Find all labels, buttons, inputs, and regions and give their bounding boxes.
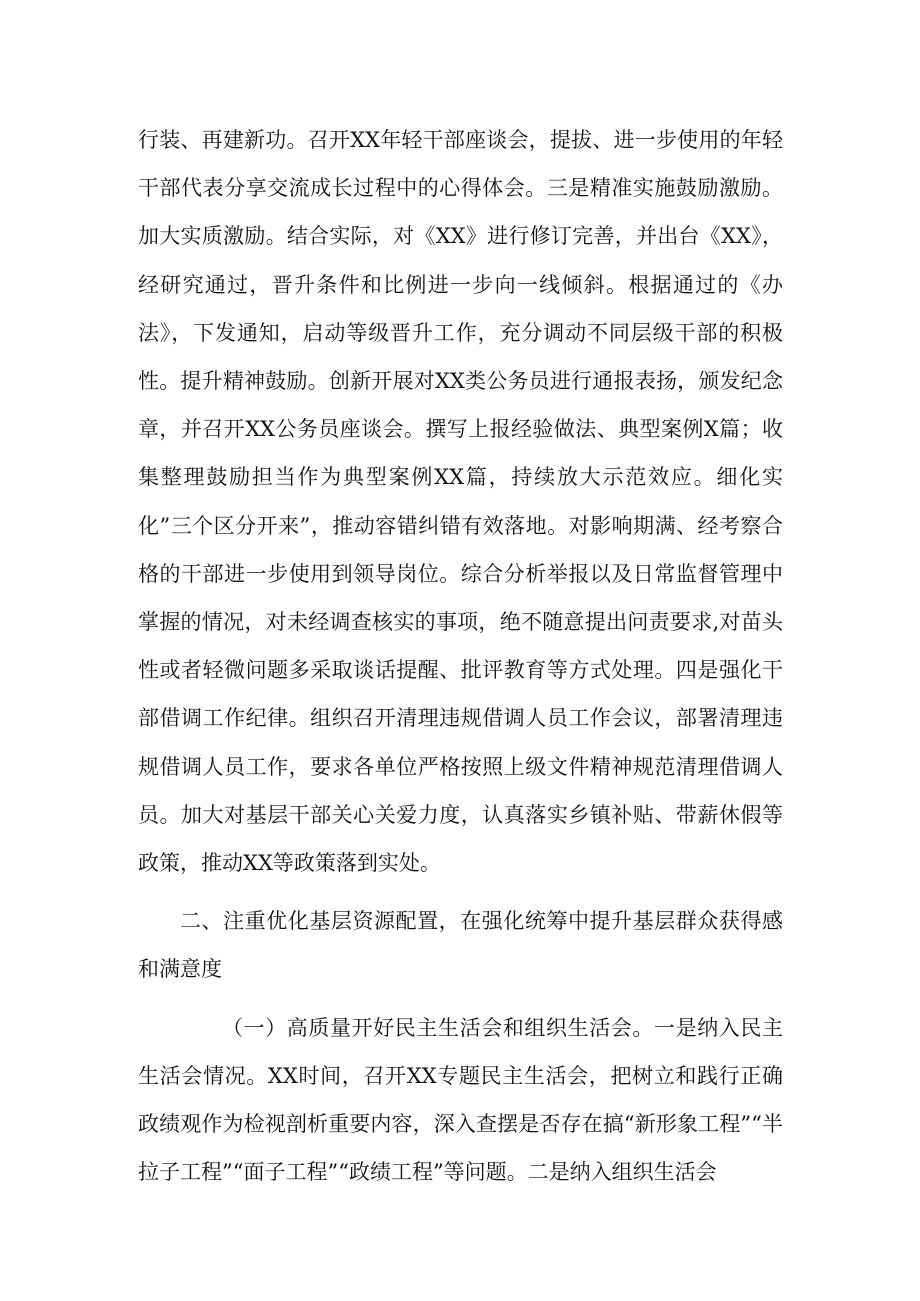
document-body xyxy=(138,116,783,1196)
section-heading: 二、注重优化基层资源配置，在强化统筹中提升基层群众获得感和满意度 xyxy=(138,909,783,982)
subsection-paragraph: （一）高质量开好民主生活会和组织生活会。一是纳入民主生活会情况。XX时间，召开XX专题民主生活会，把树立和践行正确政绩观作为检视剖析重要内容，深入查摆是否存在搞“新形象工程”“半拉子工程”“面子工程”“政绩工程”等问题。二是纳入组织生活会 xyxy=(138,1015,783,1185)
body-paragraph: 行装、再建新功。召开XX年轻干部座谈会，提拔、进一步使用的年轻干部代表分享交流成长过程中的心得体会。三是精准实施鼓励激励。加大实质激励。结合实际，对《XX》进行修订完善，并出台《XX》，经研究通过，晋升条件和比例进一步向一线倾斜。根据通过的《办法》，下发通知，启动等级晋升工作，充分调动不同层级干部的积极性。提升精神鼓励。创新开展对XX类公务员进行通报表扬，颁发纪念章，并召开XX公务员座谈会。撰写上报经验做法、典型案例X篇；收集整理鼓励担当作为典型案例XX篇，持续放大示范效应。细化实化”三个区分开来”，推动容错纠错有效落地。对影响期满、经考察合格的干部进一步使用到领导岗位。综合分析举报以及日常监督管理中掌握的情况，对未经调查核实的事项，绝不随意提出问责要求,对苗头性或者轻微问题多采取谈话提醒、批评教育等方式处理。四是强化干部借调工作纪律。组织召开清理违规借调人员工作会议，部署清理违规借调人员工作，要求各单位严格按照上级文件精神规范清理借调人员。加大对基层干部关心关爱力度，认真落实乡镇补贴、带薪休假等政策，推动XX等政策落到实处。 xyxy=(138,128,783,876)
